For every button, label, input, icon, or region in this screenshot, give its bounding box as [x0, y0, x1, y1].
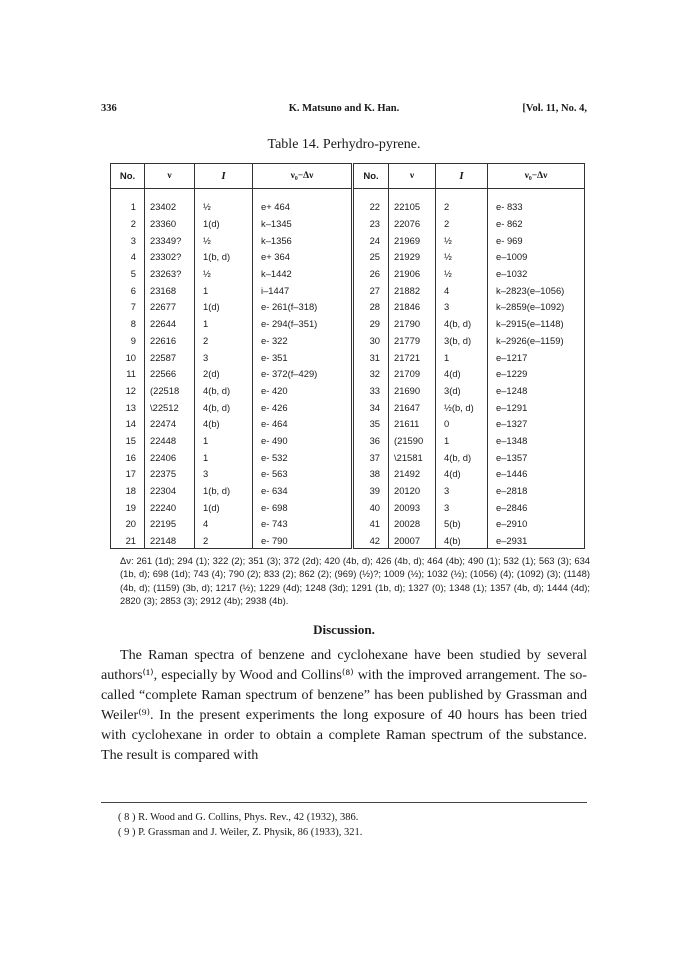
cell-shift: k–2915(e–1148) [488, 315, 585, 332]
cell-shift: e–1229 [488, 365, 585, 382]
cell-nu: 22474 [145, 415, 195, 432]
cell-intensity: 2 [436, 215, 488, 232]
cell-intensity: 3 [436, 482, 488, 499]
cell-intensity: ½(b, d) [436, 399, 488, 416]
cell-nu: 20120 [389, 482, 436, 499]
cell-no: 38 [353, 466, 389, 483]
cell-nu: 21846 [389, 299, 436, 316]
cell-nu: 22644 [145, 315, 195, 332]
cell-shift: e- 420 [253, 382, 353, 399]
table-row [111, 349, 585, 366]
table-row [111, 499, 585, 516]
cell-nu: (22518 [145, 382, 195, 399]
cell-intensity: ½ [436, 232, 488, 249]
shift-summary-label: Δν: [120, 555, 134, 566]
cell-no: 17 [111, 466, 145, 483]
cell-no: 19 [111, 499, 145, 516]
cell-no: 24 [353, 232, 389, 249]
cell-no: 23 [353, 215, 389, 232]
col-header-intensity-2: I [436, 164, 488, 189]
cell-shift: e- 862 [488, 215, 585, 232]
cell-nu: 21647 [389, 399, 436, 416]
discussion-paragraph: The Raman spectra of benzene and cyclohexane have been studied by several authors⁽¹⁾, especially by Wood and Collins⁽⁸⁾ with the improved arrangement. The so-called “complete Raman spectrum of benzene” has been published by Grassman and Weiler⁽⁹⁾. In the present experiments the long exposure of 40 hours has been tried with cyclohexane in order to obtain a complete Raman spectrum of the substance. The result is compared with [101, 647, 587, 763]
cell-intensity: 1(d) [195, 299, 253, 316]
cell-no: 22 [353, 199, 389, 216]
cell-nu: 22566 [145, 365, 195, 382]
cell-shift: e- 743 [253, 516, 353, 533]
cell-shift: k–1345 [253, 215, 353, 232]
spacer-cell [488, 189, 585, 199]
cell-intensity: ½ [436, 265, 488, 282]
table-row [111, 249, 585, 266]
cell-no: 39 [353, 482, 389, 499]
cell-shift: e- 464 [253, 415, 353, 432]
table-caption: Table 14. Perhydro-pyrene. [267, 137, 421, 152]
cell-intensity: 4 [195, 516, 253, 533]
cell-nu: 20007 [389, 532, 436, 549]
cell-nu: 20093 [389, 499, 436, 516]
cell-intensity: 1 [436, 432, 488, 449]
cell-intensity: 4(b, d) [436, 315, 488, 332]
cell-nu: 21721 [389, 349, 436, 366]
table-row [111, 232, 585, 249]
cell-nu: 22406 [145, 449, 195, 466]
cell-nu: 21690 [389, 382, 436, 399]
cell-intensity: 4(d) [436, 466, 488, 483]
cell-intensity: 0 [436, 415, 488, 432]
cell-shift: e- 833 [488, 199, 585, 216]
cell-intensity: ½ [195, 199, 253, 216]
table-row [111, 532, 585, 549]
cell-no: 41 [353, 516, 389, 533]
cell-no: 30 [353, 332, 389, 349]
cell-intensity: 1 [195, 449, 253, 466]
cell-shift: i–1447 [253, 282, 353, 299]
spacer-cell [253, 189, 353, 199]
cell-shift: e+ 464 [253, 199, 353, 216]
cell-no: 42 [353, 532, 389, 549]
cell-no: 32 [353, 365, 389, 382]
cell-intensity: 4(b, d) [436, 449, 488, 466]
spacer-cell [195, 189, 253, 199]
table-row [111, 282, 585, 299]
cell-shift: e–2818 [488, 482, 585, 499]
col-header-intensity: I [195, 164, 253, 189]
cell-nu: 23402 [145, 199, 195, 216]
cell-no: 25 [353, 249, 389, 266]
cell-intensity: 2(d) [195, 365, 253, 382]
table-row [111, 415, 585, 432]
cell-shift: k–1356 [253, 232, 353, 249]
table-row [111, 432, 585, 449]
cell-no: 2 [111, 215, 145, 232]
cell-no: 40 [353, 499, 389, 516]
cell-nu: 22195 [145, 516, 195, 533]
cell-nu: 23360 [145, 215, 195, 232]
spacer-cell [145, 189, 195, 199]
running-authors: K. Matsuno and K. Han. [288, 103, 400, 114]
cell-shift: e- 294(f–351) [253, 315, 353, 332]
cell-no: 3 [111, 232, 145, 249]
cell-shift: k–2926(e–1159) [488, 332, 585, 349]
cell-intensity: 4(b, d) [195, 399, 253, 416]
footnote-references [118, 810, 588, 840]
cell-no: 1 [111, 199, 145, 216]
table-row [111, 449, 585, 466]
volume-info: [Vol. 11, No. 4, [522, 103, 587, 114]
cell-nu: 21611 [389, 415, 436, 432]
cell-nu: 22105 [389, 199, 436, 216]
cell-nu: 21779 [389, 332, 436, 349]
table-row [111, 382, 585, 399]
cell-shift: e- 790 [253, 532, 353, 549]
table-row [111, 332, 585, 349]
cell-no: 4 [111, 249, 145, 266]
cell-intensity: 3(d) [436, 382, 488, 399]
cell-no: 31 [353, 349, 389, 366]
cell-nu: 22076 [389, 215, 436, 232]
cell-shift: e- 426 [253, 399, 353, 416]
cell-shift: e–1327 [488, 415, 585, 432]
cell-shift: e–1009 [488, 249, 585, 266]
cell-nu: 21906 [389, 265, 436, 282]
cell-intensity: 1 [195, 282, 253, 299]
cell-no: 21 [111, 532, 145, 549]
cell-nu: 22448 [145, 432, 195, 449]
cell-nu: 22240 [145, 499, 195, 516]
cell-shift: e+ 364 [253, 249, 353, 266]
cell-nu: 22616 [145, 332, 195, 349]
cell-intensity: 1(d) [195, 499, 253, 516]
cell-shift: e- 563 [253, 466, 353, 483]
cell-nu: 21790 [389, 315, 436, 332]
cell-nu: 22375 [145, 466, 195, 483]
cell-no: 29 [353, 315, 389, 332]
col-header-shift: ν₀−Δν [253, 164, 353, 189]
cell-shift: e- 532 [253, 449, 353, 466]
spacer-cell [353, 189, 389, 199]
cell-intensity: 3 [195, 466, 253, 483]
section-heading: Discussion. [313, 622, 375, 637]
cell-intensity: 4(b) [195, 415, 253, 432]
cell-shift: k–1442 [253, 265, 353, 282]
cell-shift: e- 261(f–318) [253, 299, 353, 316]
cell-intensity: 3(b, d) [436, 332, 488, 349]
cell-no: 11 [111, 365, 145, 382]
cell-no: 36 [353, 432, 389, 449]
cell-shift: e–2910 [488, 516, 585, 533]
cell-nu: 20028 [389, 516, 436, 533]
cell-intensity: 4(d) [436, 365, 488, 382]
cell-nu: 22304 [145, 482, 195, 499]
spacer-cell [389, 189, 436, 199]
cell-nu: (21590 [389, 432, 436, 449]
cell-no: 7 [111, 299, 145, 316]
cell-nu: 22148 [145, 532, 195, 549]
cell-shift: e–1291 [488, 399, 585, 416]
cell-nu: 21709 [389, 365, 436, 382]
table-row [111, 399, 585, 416]
cell-no: 16 [111, 449, 145, 466]
cell-shift: e–1348 [488, 432, 585, 449]
shift-summary [120, 554, 590, 608]
cell-no: 9 [111, 332, 145, 349]
cell-no: 27 [353, 282, 389, 299]
col-header-shift-2: ν₀−Δν [488, 164, 585, 189]
cell-no: 37 [353, 449, 389, 466]
table-row [111, 215, 585, 232]
cell-intensity: 1 [195, 315, 253, 332]
cell-shift: e- 372(f–429) [253, 365, 353, 382]
cell-nu: \21581 [389, 449, 436, 466]
cell-shift: e- 322 [253, 332, 353, 349]
cell-intensity: 2 [195, 532, 253, 549]
cell-nu: 22677 [145, 299, 195, 316]
cell-intensity: 1(b, d) [195, 249, 253, 266]
col-header-no: No. [111, 164, 145, 189]
table-row [111, 365, 585, 382]
cell-intensity: 4 [436, 282, 488, 299]
cell-intensity: 2 [436, 199, 488, 216]
cell-nu: 21492 [389, 466, 436, 483]
shift-summary-text: 261 (1d); 294 (1); 322 (2); 351 (3); 372 (2d); 420 (4b, d); 426 (4b, d); 464 (4b); 490 (1); 532 (1); 563 (3); 634 (1b, d); 698 (1d); 743 (4); 790 (2); 833 (2); 862 (2); (969) (½)?; 1009 (½); 1032 (½); (1056) (4); (1092) (3); (1148) (4b, d); (1159) (3b, d); 1217 (½); 1229 (4d); 1248 (3d); 1291 (1b, d); 1327 (0); 1348 (1); 1357 (4b, d); 1444 (4d); 2820 (3); 2853 (3); 2912 (4b); 2938 (4b). [120, 555, 591, 607]
cell-nu: 21882 [389, 282, 436, 299]
cell-intensity: 4(b, d) [195, 382, 253, 399]
cell-no: 33 [353, 382, 389, 399]
cell-shift: k–2859(e–1092) [488, 299, 585, 316]
col-header-no-2: No. [353, 164, 389, 189]
cell-no: 15 [111, 432, 145, 449]
cell-no: 34 [353, 399, 389, 416]
cell-intensity: 3 [195, 349, 253, 366]
cell-shift: e- 698 [253, 499, 353, 516]
table-spacer-row [111, 189, 585, 199]
cell-nu: 21969 [389, 232, 436, 249]
cell-nu: 22587 [145, 349, 195, 366]
cell-shift: e- 351 [253, 349, 353, 366]
cell-no: 8 [111, 315, 145, 332]
cell-intensity: 1(b, d) [195, 482, 253, 499]
table-row [111, 466, 585, 483]
cell-shift: e–1357 [488, 449, 585, 466]
cell-no: 5 [111, 265, 145, 282]
cell-no: 12 [111, 382, 145, 399]
spacer-cell [111, 189, 145, 199]
col-header-nu-2: ν [389, 164, 436, 189]
col-header-nu: ν [145, 164, 195, 189]
cell-intensity: ½ [195, 265, 253, 282]
footnote-rule [101, 802, 587, 803]
table-row [111, 299, 585, 316]
cell-no: 35 [353, 415, 389, 432]
cell-shift: e–1032 [488, 265, 585, 282]
cell-nu: \22512 [145, 399, 195, 416]
cell-nu: 23263? [145, 265, 195, 282]
cell-no: 13 [111, 399, 145, 416]
table-row [111, 199, 585, 216]
cell-shift: e–2846 [488, 499, 585, 516]
cell-intensity: 5(b) [436, 516, 488, 533]
cell-intensity: 2 [195, 332, 253, 349]
cell-shift: e- 969 [488, 232, 585, 249]
cell-intensity: 4(b) [436, 532, 488, 549]
cell-intensity: 1(d) [195, 215, 253, 232]
running-header [101, 103, 587, 117]
table-row [111, 265, 585, 282]
page-number: 336 [101, 103, 117, 114]
cell-intensity: 3 [436, 499, 488, 516]
cell-intensity: 1 [195, 432, 253, 449]
cell-intensity: ½ [436, 249, 488, 266]
cell-no: 10 [111, 349, 145, 366]
cell-no: 26 [353, 265, 389, 282]
cell-nu: 21929 [389, 249, 436, 266]
cell-nu: 23349? [145, 232, 195, 249]
table-row [111, 315, 585, 332]
cell-shift: e–1248 [488, 382, 585, 399]
table-header-row [111, 164, 585, 189]
cell-intensity: 1 [436, 349, 488, 366]
cell-shift: e- 490 [253, 432, 353, 449]
cell-nu: 23302? [145, 249, 195, 266]
cell-intensity: 3 [436, 299, 488, 316]
table-row [111, 516, 585, 533]
cell-shift: k–2823(e–1056) [488, 282, 585, 299]
table-row [111, 482, 585, 499]
cell-shift: e–1446 [488, 466, 585, 483]
cell-no: 18 [111, 482, 145, 499]
cell-no: 6 [111, 282, 145, 299]
cell-shift: e- 634 [253, 482, 353, 499]
cell-no: 20 [111, 516, 145, 533]
cell-shift: e–2931 [488, 532, 585, 549]
cell-nu: 23168 [145, 282, 195, 299]
reference-item: ( 8 ) R. Wood and G. Collins, Phys. Rev., 42 (1932), 386. [118, 812, 359, 823]
spacer-cell [436, 189, 488, 199]
cell-shift: e–1217 [488, 349, 585, 366]
reference-item: ( 9 ) P. Grassman and J. Weiler, Z. Physik, 86 (1933), 321. [118, 827, 363, 838]
raman-shift-table [110, 163, 585, 549]
cell-no: 28 [353, 299, 389, 316]
cell-intensity: ½ [195, 232, 253, 249]
cell-no: 14 [111, 415, 145, 432]
